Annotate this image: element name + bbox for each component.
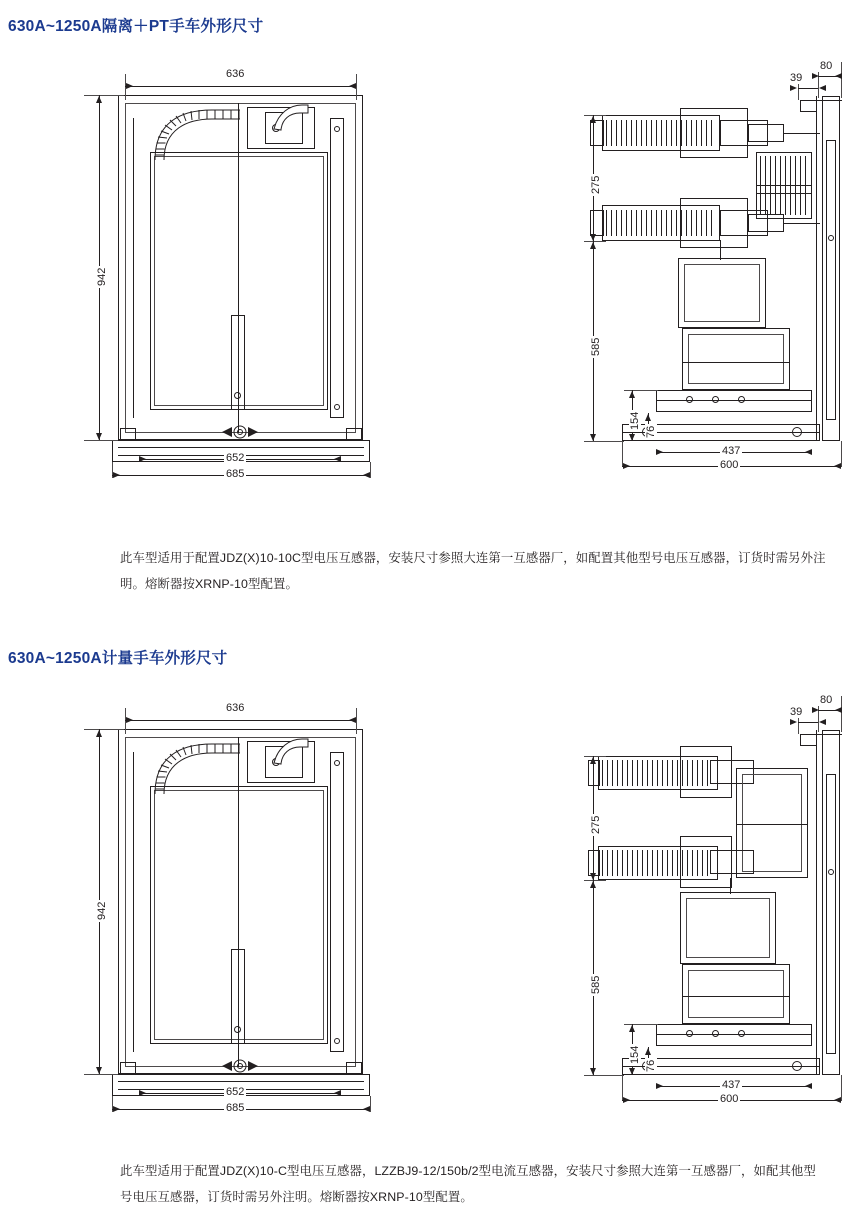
chassis-hole-3 [738, 396, 745, 403]
center-coupler-icon [222, 424, 258, 440]
side-chassis-line [656, 1034, 812, 1035]
left-rail [133, 118, 134, 418]
fuse-holder-lower-ribs [760, 189, 808, 215]
side-view-drawing-2 [560, 634, 867, 1154]
dim-arrow-437-l [656, 449, 663, 455]
pt-transformer-core [684, 264, 760, 322]
dim-arrow-275-bottom [590, 873, 596, 880]
rear-panel-hole [828, 869, 834, 875]
lower-housing-split [682, 996, 790, 997]
dim-39: 39 [790, 706, 803, 718]
dim-685: 685 [226, 468, 245, 480]
section-note-2: 此车型适用于配置JDZ(X)10-C型电压互感器，LZZBJ9-12/150b/2型电流互感器，安装尺寸参照大连第一互感器厂，如配其他型号电压互感器，订货时需另外注明。熔断器按XRNP-10型配置。 [120, 1164, 816, 1204]
dim-585: 585 [590, 337, 602, 356]
dim-line-636 [125, 86, 356, 87]
dim-arrow-left-685 [113, 472, 120, 478]
front-view-drawing-1 [0, 0, 430, 520]
dim-arrow-154-top [629, 391, 635, 398]
side-chassis-plate [656, 1024, 812, 1046]
rear-panel-inner [826, 774, 836, 1054]
lower-housing-inner [688, 970, 784, 1018]
chassis-line-1 [118, 1081, 364, 1082]
ext-line-685-right [370, 462, 371, 478]
rear-panel-edge [816, 96, 817, 441]
dim-76: 76 [645, 425, 657, 438]
rear-panel-edge [816, 730, 817, 1075]
dim-arrow-left-636 [126, 717, 133, 723]
wheel-left [120, 428, 136, 441]
lower-contact-rod [784, 223, 820, 224]
chassis-hole-2 [712, 396, 719, 403]
right-rail [330, 752, 344, 1052]
section-note-1: 此车型适用于配置JDZ(X)10-10C型电压互感器，安装尺寸参照大连第一互感器厂，如配置其他型号电压互感器，订货时需另外注明。熔断器按XRNP-10型配置。 [120, 551, 826, 591]
dim-arrow-39-l [790, 719, 797, 725]
flexible-conduit-icon [150, 739, 260, 799]
dim-arrow-275-top [590, 757, 596, 764]
ext-line-h-top [84, 729, 124, 730]
dim-275: 275 [590, 175, 602, 194]
dim-line-636 [125, 720, 356, 721]
ext-line-h-top [84, 95, 124, 96]
dim-636: 636 [226, 68, 245, 80]
dim-arrow-39-l [790, 85, 797, 91]
left-rail [133, 752, 134, 1052]
ext-600-right [841, 441, 842, 467]
handle-lever-icon [272, 103, 318, 143]
dim-arrow-right-652 [334, 1090, 341, 1096]
ext-585-bottom [584, 441, 624, 442]
center-bar-hole [234, 1026, 241, 1033]
front-view-drawing-2 [0, 634, 430, 1154]
lower-contact-arm [710, 850, 754, 874]
dim-arrow-600-l [623, 1097, 630, 1103]
ext-line-top-right [356, 708, 357, 734]
chassis-hole-1 [686, 396, 693, 403]
dim-600: 600 [720, 459, 739, 471]
dim-942: 942 [96, 901, 108, 920]
wheel-right [346, 1062, 362, 1075]
center-bar-hole [234, 392, 241, 399]
dim-685: 685 [226, 1102, 245, 1114]
dim-arrow-76-top [645, 414, 651, 421]
flexible-conduit-icon [150, 105, 260, 165]
wheel-left [120, 1062, 136, 1075]
dim-600: 600 [720, 1093, 739, 1105]
pt-transformer-core [686, 898, 770, 958]
right-rail-hole-2 [334, 1038, 340, 1044]
dim-arrow-39-r [819, 85, 826, 91]
dim-154: 154 [629, 411, 641, 430]
dim-arrow-left-685 [113, 1106, 120, 1112]
dim-arrow-585-top [590, 242, 596, 249]
dim-arrow-80-r [835, 707, 842, 713]
ext-line-h-bottom [84, 440, 118, 441]
dim-arrow-top-942 [96, 730, 102, 737]
dim-arrow-585-bottom [590, 434, 596, 441]
dim-275: 275 [590, 815, 602, 834]
dim-arrow-80-l [812, 707, 819, 713]
dim-arrow-80-l [812, 73, 819, 79]
top-bracket [800, 734, 817, 746]
dim-arrow-154-top [629, 1025, 635, 1032]
dim-arrow-right-636 [349, 717, 356, 723]
dim-154: 154 [629, 1045, 641, 1064]
chassis-hole-3 [738, 1030, 745, 1037]
center-coupler-icon [222, 1058, 258, 1074]
side-chassis-line [656, 400, 812, 401]
top-bracket [800, 100, 817, 112]
dim-arrow-76-top [645, 1048, 651, 1055]
ext-80-right [841, 696, 842, 732]
handle-lever-icon [272, 737, 318, 777]
dim-arrow-right-685 [363, 1106, 370, 1112]
dim-arrow-right-652 [334, 456, 341, 462]
wheel-side-right [792, 1061, 802, 1071]
dim-arrow-right-685 [363, 472, 370, 478]
dim-arrow-bottom-942 [96, 1067, 102, 1074]
dim-arrow-154-bottom [629, 434, 635, 441]
dim-arrow-bottom-942 [96, 433, 102, 440]
ext-80-right [841, 62, 842, 98]
side-chassis-plate [656, 390, 812, 412]
dim-arrow-585-bottom [590, 1068, 596, 1075]
right-rail-hole-2 [334, 404, 340, 410]
dim-80: 80 [820, 60, 833, 72]
dim-arrow-600-l [623, 463, 630, 469]
chassis-hole-2 [712, 1030, 719, 1037]
dim-arrow-437-r [805, 1083, 812, 1089]
section-title-1: 630A~1250A隔离＋PT手车外形尺寸 [8, 18, 264, 35]
rear-panel-inner [826, 140, 836, 420]
right-rail [330, 118, 344, 418]
dim-76: 76 [645, 1059, 657, 1072]
dim-585: 585 [590, 975, 602, 994]
dim-arrow-600-r [834, 463, 841, 469]
dim-arrow-left-652 [139, 456, 146, 462]
ext-600-right [841, 1075, 842, 1101]
ext-585-bottom [584, 1075, 624, 1076]
dim-arrow-437-r [805, 449, 812, 455]
ext-line-685-right [370, 1096, 371, 1112]
pt-connection [720, 240, 721, 260]
dim-437: 437 [722, 1079, 741, 1091]
lower-housing-split [682, 362, 790, 363]
chassis-hole-1 [686, 1030, 693, 1037]
dim-arrow-right-636 [349, 83, 356, 89]
dim-arrow-top-942 [96, 96, 102, 103]
dim-arrow-80-r [835, 73, 842, 79]
dim-arrow-154-bottom [629, 1068, 635, 1075]
right-rail-hole-1 [334, 126, 340, 132]
dim-arrow-585-top [590, 881, 596, 888]
metering-ct-split [736, 824, 808, 825]
dim-39: 39 [790, 72, 803, 84]
dim-arrow-39-r [819, 719, 826, 725]
dim-arrow-275-bottom [590, 234, 596, 241]
dim-437: 437 [722, 445, 741, 457]
upper-contact-rod [784, 133, 820, 134]
wheel-right [346, 428, 362, 441]
dim-arrow-437-l [656, 1083, 663, 1089]
side-view-drawing-1 [560, 0, 867, 520]
lower-housing-inner [688, 334, 784, 384]
dim-942: 942 [96, 267, 108, 286]
chassis-line-1 [118, 447, 364, 448]
dim-652: 652 [226, 1086, 245, 1098]
dim-arrow-left-652 [139, 1090, 146, 1096]
right-rail-hole-1 [334, 760, 340, 766]
dim-arrow-600-r [834, 1097, 841, 1103]
ext-line-top-right [356, 74, 357, 100]
rear-panel-hole [828, 235, 834, 241]
dim-80: 80 [820, 694, 833, 706]
ext-line-h-bottom [84, 1074, 118, 1075]
dim-636: 636 [226, 702, 245, 714]
dim-652: 652 [226, 452, 245, 464]
pt-connection [730, 878, 731, 894]
wheel-side-right [792, 427, 802, 437]
dim-line-39 [798, 88, 818, 89]
upper-contact-tip [748, 124, 784, 142]
dim-arrow-left-636 [126, 83, 133, 89]
dim-line-39 [798, 722, 818, 723]
section-title-2: 630A~1250A计量手车外形尺寸 [8, 650, 228, 667]
dim-arrow-275-top [590, 116, 596, 123]
